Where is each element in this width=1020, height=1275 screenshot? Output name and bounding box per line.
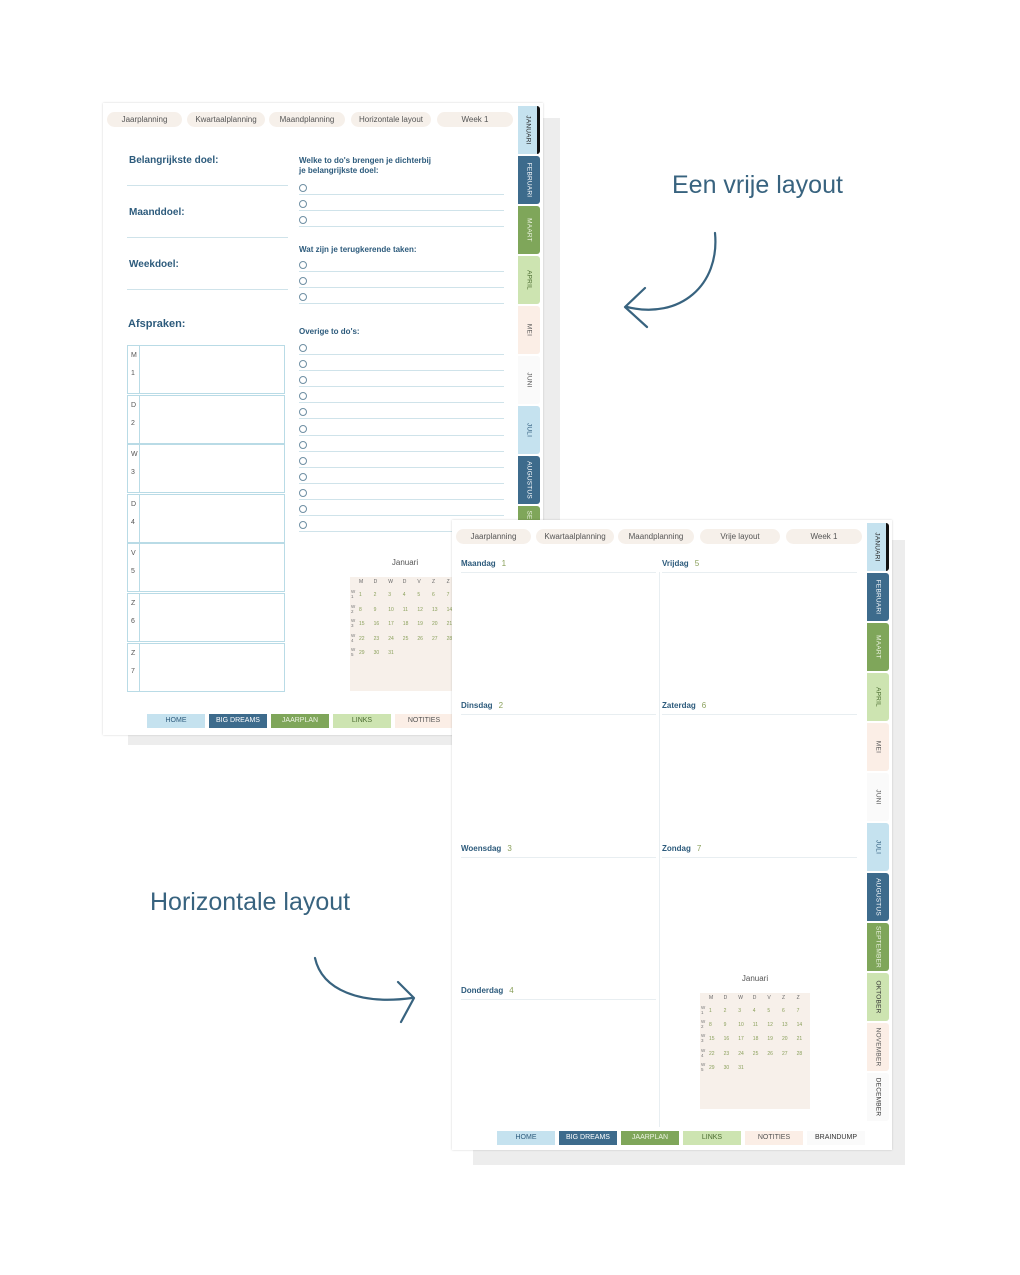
appointment-day-block[interactable] [127,395,285,444]
todo-line [299,210,504,211]
mini-calendar-day[interactable]: 15 [709,1036,715,1043]
day-name: Zaterdag [662,701,696,710]
todo-line [299,386,504,387]
month-tab-label: MAART [525,218,533,242]
todo-line [299,467,504,468]
month-tab-label: SE [525,509,533,520]
bottom-tab-braindump[interactable]: BRAINDUMP [807,1131,865,1145]
mini-calendar-day[interactable]: 19 [767,1036,773,1043]
mini-calendar-header: W [738,995,743,1001]
month-tab-december[interactable] [867,1073,889,1121]
mini-calendar-week-label: W 5 [351,647,356,657]
mini-calendar-day[interactable]: 25 [402,635,409,642]
mini-calendar-day[interactable]: 2 [373,592,377,598]
mini-calendar-day[interactable]: 8 [709,1022,712,1029]
mini-calendar-header: M [359,579,364,585]
todo-checkbox-icon[interactable] [299,360,307,368]
day-number: 5 [131,568,135,576]
mini-calendar-day[interactable]: 23 [723,1050,730,1057]
mini-calendar-day[interactable]: 11 [402,606,408,613]
top-tab[interactable]: Jaarplanning [107,112,182,127]
day-letter: M [131,352,137,359]
day-name: Zondag [662,844,691,853]
day-heading [461,986,514,995]
day-divider [461,714,656,715]
todo-line [299,483,504,484]
day-number: 3 [507,844,512,853]
month-tab-juli[interactable] [518,406,540,454]
mini-calendar-day[interactable]: 24 [738,1050,744,1057]
todo-checkbox-icon[interactable] [299,521,307,529]
mini-calendar-day[interactable]: 9 [373,606,377,613]
month-tab-label: JULI [874,839,882,855]
mini-calendar-day[interactable]: 28 [446,635,453,642]
bottom-navigation [497,1131,865,1145]
todo-line [299,194,504,195]
top-tab[interactable]: Horizontale layout [351,112,431,127]
day-divider [662,572,857,573]
horizontal-planner-page [452,520,892,1150]
todo-checkbox-icon[interactable] [299,489,307,497]
mini-calendar-header: Z [782,995,786,1001]
mini-calendar-header: V [417,579,421,585]
mini-calendar-header: W [388,579,393,585]
day-name: Donderdag [461,986,504,995]
month-tab-mei[interactable] [518,306,540,354]
top-tab[interactable]: Maandplanning [269,112,345,127]
mini-calendar-day[interactable]: 9 [723,1022,727,1029]
mini-calendar-day[interactable]: 8 [359,606,362,613]
month-tab-label: JANUARI [873,532,880,562]
horizontal-layout-caption: Horizontale layout [150,888,351,916]
mini-calendar-day[interactable]: 5 [417,592,421,598]
day-number: 7 [696,844,702,853]
day-divider [461,999,656,1000]
mini-calendar-day[interactable]: 31 [388,650,394,656]
mini-calendar-day[interactable]: 21 [796,1036,803,1043]
month-tab-label: APRIL [525,270,533,290]
day-name: Vrijdag [662,559,689,568]
mini-calendar-day[interactable]: 15 [359,621,365,627]
todo-heading-priority: Welke to do's brengen je dichterbij je belangrijkste doel: [299,156,431,175]
mini-calendar-week-label: W 5 [701,1061,706,1072]
goal-line [127,289,288,290]
day-letter: V [131,550,136,558]
todo-line [299,418,504,419]
goal-line [127,237,288,238]
mini-calendar-day[interactable]: 3 [738,1008,741,1014]
mini-calendar-day[interactable]: 10 [738,1022,744,1029]
mini-calendar-day[interactable]: 19 [417,621,423,627]
month-tab-label: JUNI [874,789,882,805]
mini-calendar-day[interactable]: 6 [782,1008,785,1014]
day-number: 3 [131,469,135,477]
mini-calendar-day[interactable]: 26 [417,635,423,642]
month-tab-augustus[interactable] [518,456,540,504]
mini-calendar [700,974,810,1109]
mini-calendar-day[interactable]: 16 [373,621,380,627]
day-number: 4 [131,518,135,526]
mini-calendar-header: D [402,579,407,585]
top-tab[interactable]: Week 1 [437,112,513,127]
day-heading [461,844,512,853]
mini-calendar-title: Januari [391,558,419,567]
column-divider [659,572,660,1127]
mini-calendar-day[interactable]: 20 [782,1036,788,1043]
mini-calendar-day[interactable]: 13 [782,1022,788,1029]
mini-calendar-day[interactable]: 29 [709,1064,715,1071]
mini-calendar-day[interactable]: 6 [432,592,435,598]
month-tab-label: APRIL [874,687,882,707]
todo-checkbox-icon[interactable] [299,408,307,416]
todo-line [299,287,504,288]
day-divider [662,714,857,715]
mini-calendar-week-label: W 2 [351,603,356,614]
mini-calendar-day[interactable]: 30 [723,1064,730,1071]
mini-calendar-day[interactable]: 21 [446,621,453,627]
day-number: 7 [131,667,135,675]
day-number: 2 [498,701,504,710]
appointment-day-block[interactable] [127,643,285,692]
bottom-tab-jaarplan[interactable]: JAARPLAN [621,1131,679,1145]
mini-calendar-day[interactable]: 12 [767,1022,773,1029]
mini-calendar-header: Z [446,579,450,585]
month-tab-september[interactable] [867,923,889,971]
todo-checkbox-icon[interactable] [299,184,307,192]
todo-checkbox-icon[interactable] [299,392,307,400]
mini-calendar-header: D [723,995,728,1001]
top-tab[interactable]: Jaarplanning [456,529,531,544]
month-tabs [867,523,889,1121]
bottom-tab-big-dreams[interactable]: BIG DREAMS [559,1131,617,1145]
day-name: Woensdag [461,844,502,853]
day-letter: D [131,401,137,409]
mini-calendar-day[interactable]: 7 [446,592,450,598]
month-tab-label: AUGUSTUS [525,461,533,499]
todo-line [299,370,504,371]
todo-line [299,515,504,516]
month-tab-label: AUGUSTUS [874,878,882,916]
todo-checkbox-icon[interactable] [299,293,307,301]
day-letter: W [131,451,138,459]
todo-checkbox-icon[interactable] [299,277,307,285]
mini-calendar-header: D [373,579,378,585]
top-tab[interactable]: Week 1 [786,529,862,544]
month-tab-label: NOVEMBER [874,1027,882,1067]
month-tab-april[interactable] [518,256,540,304]
todo-heading-other: Overige to do's: [299,327,360,336]
month-tab-januari[interactable] [867,523,889,571]
mini-calendar-header: D [752,995,757,1001]
todo-line [299,402,504,403]
top-tab[interactable]: Kwartaalplanning [187,112,265,127]
mini-calendar-day[interactable]: 24 [388,635,394,642]
todo-checkbox-icon[interactable] [299,376,307,384]
day-name: Dinsdag [461,701,493,710]
bottom-tab-links[interactable]: LINKS [333,714,391,728]
bottom-navigation [147,714,453,728]
top-tab[interactable]: Maandplanning [618,529,694,544]
todo-line [299,303,504,304]
month-tab-januari[interactable] [518,106,540,154]
month-tab-februari[interactable] [518,156,540,204]
day-divider [461,572,656,573]
mini-calendar-day[interactable]: 11 [752,1022,758,1029]
mini-calendar-day[interactable]: 14 [796,1022,803,1029]
day-letter: Z [131,600,136,607]
mini-calendar-week-label: W 4 [701,1047,706,1058]
mini-calendar-day[interactable]: 17 [738,1036,744,1043]
day-heading [461,701,503,710]
bottom-tab-home[interactable]: HOME [147,714,205,728]
day-divider [461,857,656,858]
day-letter: D [131,500,137,508]
mini-calendar-day[interactable]: 1 [359,592,362,598]
appointment-day-block[interactable] [127,345,285,394]
mini-calendar-day[interactable]: 5 [767,1008,771,1014]
todo-heading-recurring: Wat zijn je terugkerende taken: [299,245,417,254]
bottom-tab-links[interactable]: LINKS [683,1131,741,1145]
month-tab-augustus[interactable] [867,873,889,921]
mini-calendar-day[interactable]: 16 [723,1036,730,1043]
mini-calendar-day[interactable]: 1 [709,1008,712,1014]
month-tab-label: OKTOBER [874,980,882,1014]
mini-calendar-day[interactable]: 20 [432,621,438,627]
curved-arrow-icon [600,225,730,345]
month-tab-label: SEPTEMBER [874,926,882,968]
todo-checkbox-icon[interactable] [299,216,307,224]
todo-line [299,354,504,355]
mini-calendar-header: V [767,995,771,1001]
top-tab[interactable]: Kwartaalplanning [536,529,614,544]
mini-calendar-day[interactable]: 29 [359,650,365,656]
mini-calendar-day[interactable]: 17 [388,621,394,627]
month-tab-label: FEBRUARI [525,162,533,198]
month-tab-juli[interactable] [867,823,889,871]
day-heading [662,559,699,568]
month-tab-label: JANUARI [524,115,531,145]
appointments-label: Afspraken: [128,318,186,330]
mini-calendar-day[interactable]: 23 [373,635,380,642]
mini-calendar-header: Z [432,579,436,585]
mini-calendar-day[interactable]: 30 [373,650,380,656]
free-layout-caption: Een vrije layout [672,171,843,199]
mini-calendar-week-label: W 1 [701,1005,706,1015]
mini-calendar-week-label: W 4 [351,632,356,643]
day-letter: Z [131,649,136,657]
bottom-tab-notities[interactable]: NOTITIES [395,714,453,728]
month-tab-april[interactable] [867,673,889,721]
bottom-tab-big-dreams[interactable]: BIG DREAMS [209,714,267,728]
day-number: 5 [694,559,700,568]
bottom-tab-notities[interactable]: NOTITIES [745,1131,803,1145]
mini-calendar [350,558,460,691]
curved-arrow-icon [300,950,430,1040]
bottom-tab-jaarplan[interactable]: JAARPLAN [271,714,329,728]
todo-line [299,435,504,436]
month-tab-juni[interactable] [867,773,889,821]
mini-calendar-day[interactable]: 18 [402,621,409,627]
mini-calendar-day[interactable]: 2 [723,1008,727,1014]
month-tab-label: JULI [525,422,533,438]
appointment-day-block[interactable] [127,543,285,592]
mini-calendar-day[interactable]: 4 [402,592,406,598]
mini-calendar-day[interactable]: 27 [432,635,438,642]
day-number: 2 [131,419,135,427]
appointment-day-block[interactable] [127,444,285,493]
todo-checkbox-icon[interactable] [299,441,307,449]
mini-calendar-day[interactable]: 18 [752,1036,759,1043]
todo-checkbox-icon[interactable] [299,261,307,269]
goal-line [127,185,288,186]
month-tab-maart[interactable] [518,206,540,254]
mini-calendar-day[interactable]: 31 [738,1064,744,1071]
month-tab-label: FEBRUARI [874,579,882,615]
month-tab-mei[interactable] [867,723,889,771]
mini-calendar-day[interactable]: 26 [767,1050,773,1057]
mini-calendar-title: Januari [741,974,769,983]
month-tab-label: MAART [874,635,882,659]
month-tab-maart[interactable] [867,623,889,671]
appointment-day-block[interactable] [127,494,285,543]
mini-calendar-day[interactable]: 22 [709,1050,715,1057]
day-heading [461,559,506,568]
month-tab-november[interactable] [867,1023,889,1071]
mini-calendar-day[interactable]: 28 [796,1050,803,1057]
month-tab-juni[interactable] [518,356,540,404]
todo-line [299,499,504,500]
day-heading [662,701,706,710]
day-name: Maandag [461,559,496,568]
mini-calendar-day[interactable]: 14 [446,606,453,613]
mini-calendar-day[interactable]: 7 [796,1008,800,1014]
month-tab-label: MEI [874,740,882,754]
day-divider [662,857,857,858]
day-number: 1 [131,370,135,377]
day-number: 4 [509,986,514,995]
todo-checkbox-icon[interactable] [299,200,307,208]
todo-checkbox-icon[interactable] [299,425,307,433]
mini-calendar-day[interactable]: 13 [432,606,438,613]
day-number: 1 [501,559,507,568]
mini-calendar-header: M [709,995,714,1001]
todo-checkbox-icon[interactable] [299,473,307,481]
day-number: 6 [701,701,707,710]
mini-calendar-day[interactable]: 25 [752,1050,759,1057]
day-number: 6 [131,618,135,625]
mini-calendar-day[interactable]: 10 [388,606,394,613]
todo-line [299,271,504,272]
mini-calendar-week-label: W 1 [351,589,356,599]
month-tab-label: DECEMBER [874,1077,882,1117]
month-goal-label: Maanddoel: [129,207,185,218]
todo-checkbox-icon[interactable] [299,344,307,352]
month-tabs [518,106,540,523]
month-tab-oktober[interactable] [867,973,889,1021]
mini-calendar-week-label: W 3 [351,618,356,628]
bottom-tab-home[interactable]: HOME [497,1131,555,1145]
mini-calendar-day[interactable]: 4 [752,1008,756,1014]
month-tab-februari[interactable] [867,573,889,621]
mini-calendar-week-label: W 2 [701,1019,706,1030]
month-tab-label: MEI [525,323,533,337]
todo-checkbox-icon[interactable] [299,457,307,465]
mini-calendar-day[interactable]: 27 [782,1050,788,1057]
month-tab-label: JUNI [525,372,533,388]
day-heading [662,844,701,853]
mini-calendar-day[interactable]: 12 [417,606,423,613]
todo-checkbox-icon[interactable] [299,505,307,513]
week-goal-label: Weekdoel: [129,259,179,270]
mini-calendar-day[interactable]: 3 [388,592,391,598]
appointment-day-block[interactable] [127,593,285,642]
mini-calendar-header: Z [796,995,800,1001]
todo-line [299,451,504,452]
main-goal-label: Belangrijkste doel: [129,155,219,166]
mini-calendar-day[interactable]: 22 [359,635,365,642]
top-tab[interactable]: Vrije layout [700,529,780,544]
mini-calendar-week-label: W 3 [701,1033,706,1044]
todo-line [299,226,504,227]
